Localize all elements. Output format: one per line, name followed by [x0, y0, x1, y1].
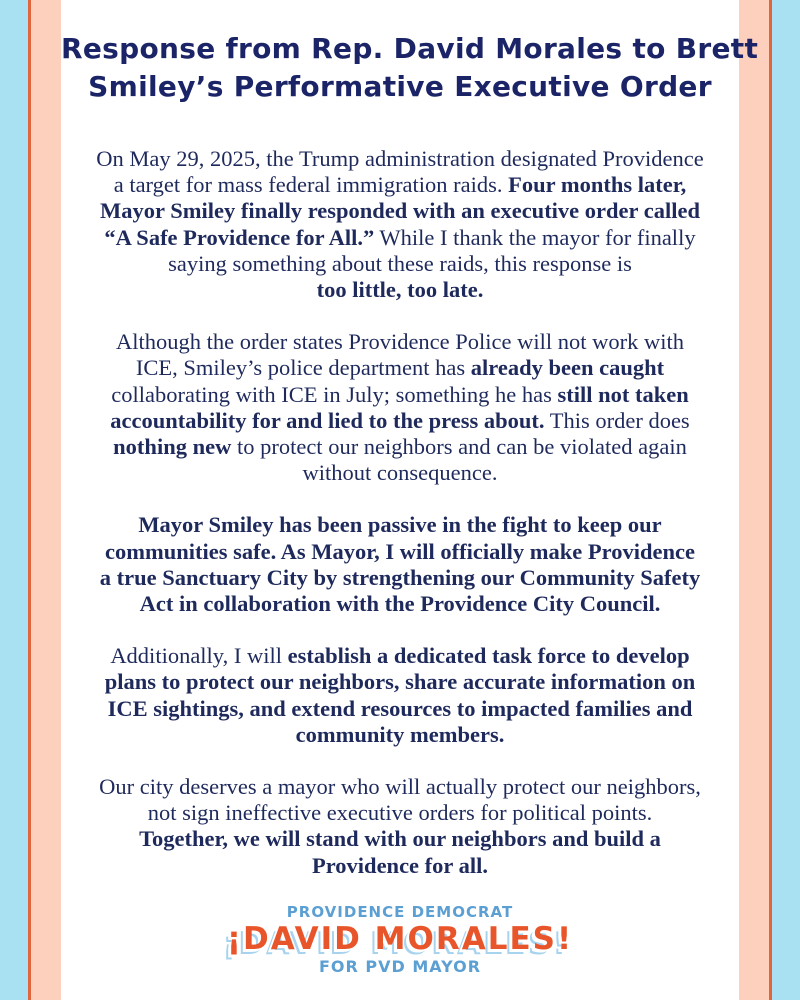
text-line: [61, 722, 739, 748]
text-line: [61, 329, 739, 355]
campaign-logo: [61, 902, 739, 978]
bold-text: a true Sanctuary City by strengthening our Community Safety: [99, 564, 701, 590]
text-line: [61, 355, 739, 381]
title-line: Response from Rep. David Morales to Brett: [61, 32, 759, 65]
paragraph: [61, 643, 739, 748]
text-line: [61, 774, 739, 800]
text-line: [61, 460, 739, 486]
text-run: saying something about these raids, this response is: [168, 250, 632, 276]
text-line: [61, 408, 739, 434]
bold-text: accountability for and lied to the press about.: [110, 407, 545, 433]
bold-text: communities safe. As Mayor, I will officially make Providence: [105, 538, 695, 564]
text-line: [61, 512, 739, 538]
text-run: without consequence.: [302, 460, 498, 486]
bold-text: ICE sightings, and extend resources to impacted families and: [107, 695, 693, 721]
text-line: [61, 591, 739, 617]
bold-text: Together, we will stand with our neighbors and build a: [139, 826, 661, 852]
text-run: On May 29, 2025, the Trump administration designated Providence: [96, 146, 704, 171]
text-line: [61, 826, 739, 852]
text-line: [61, 277, 739, 303]
text-run: This order does: [544, 407, 690, 433]
text-line: [61, 382, 739, 408]
bold-text: still not taken: [557, 381, 689, 407]
bold-text: Providence for all.: [311, 852, 488, 878]
bold-text: Mayor Smiley has been passive in the fight to keep our: [138, 512, 662, 538]
text-run: a target for mass federal immigration raids.: [113, 172, 509, 198]
bold-text: community members.: [295, 721, 505, 747]
statement-body: [61, 146, 739, 905]
bold-text: Four months later,: [508, 172, 687, 198]
paragraph: [61, 146, 739, 303]
text-line: [61, 539, 739, 565]
paragraph: [61, 774, 739, 879]
text-line: [61, 800, 739, 826]
text-line: [61, 643, 739, 669]
text-run: collaborating with ICE in July; something he has: [111, 381, 558, 407]
text-line: [61, 434, 739, 460]
bold-text: Act in collaboration with the Providence City Council.: [139, 591, 661, 617]
text-run: Although the order states Providence Police will not work with: [115, 329, 685, 355]
bold-text: establish a dedicated task force to develop: [287, 643, 690, 669]
text-line: [61, 565, 739, 591]
text-line: [61, 198, 739, 224]
text-run: not sign ineffective executive orders for political points.: [147, 800, 653, 826]
bold-text: already been caught: [470, 355, 665, 381]
text-run: Our city deserves a mayor who will actually protect our neighbors,: [99, 774, 701, 800]
bold-text: nothing new: [113, 434, 232, 460]
bold-text: plans to protect our neighbors, share accurate information on: [104, 669, 696, 695]
text-run: While I thank the mayor for finally: [374, 224, 696, 250]
logo-name: ¡DAVID MORALES!: [226, 921, 574, 957]
logo-tagline-bottom: FOR PVD MAYOR: [318, 957, 482, 976]
bold-text: “A Safe Providence for All.”: [104, 224, 375, 250]
text-line: [61, 172, 739, 198]
text-line: [61, 696, 739, 722]
text-line: [61, 146, 739, 172]
page-title: [61, 30, 759, 106]
text-line: [61, 225, 739, 251]
bold-text: Mayor Smiley finally responded with an executive order called: [100, 198, 700, 224]
text-line: [61, 251, 739, 277]
bold-text: too little, too late.: [316, 277, 484, 303]
text-run: to protect our neighbors and can be violated again: [231, 434, 687, 460]
title-line: Smiley’s Performative Executive Order: [88, 70, 712, 103]
text-run: Additionally, I will: [110, 643, 288, 669]
paragraph: [61, 329, 739, 486]
paragraph: [61, 512, 739, 617]
text-line: [61, 669, 739, 695]
text-line: [61, 853, 739, 879]
logo-tagline-top: PROVIDENCE DEMOCRAT: [286, 903, 514, 921]
text-run: ICE, Smiley’s police department has: [135, 355, 471, 381]
